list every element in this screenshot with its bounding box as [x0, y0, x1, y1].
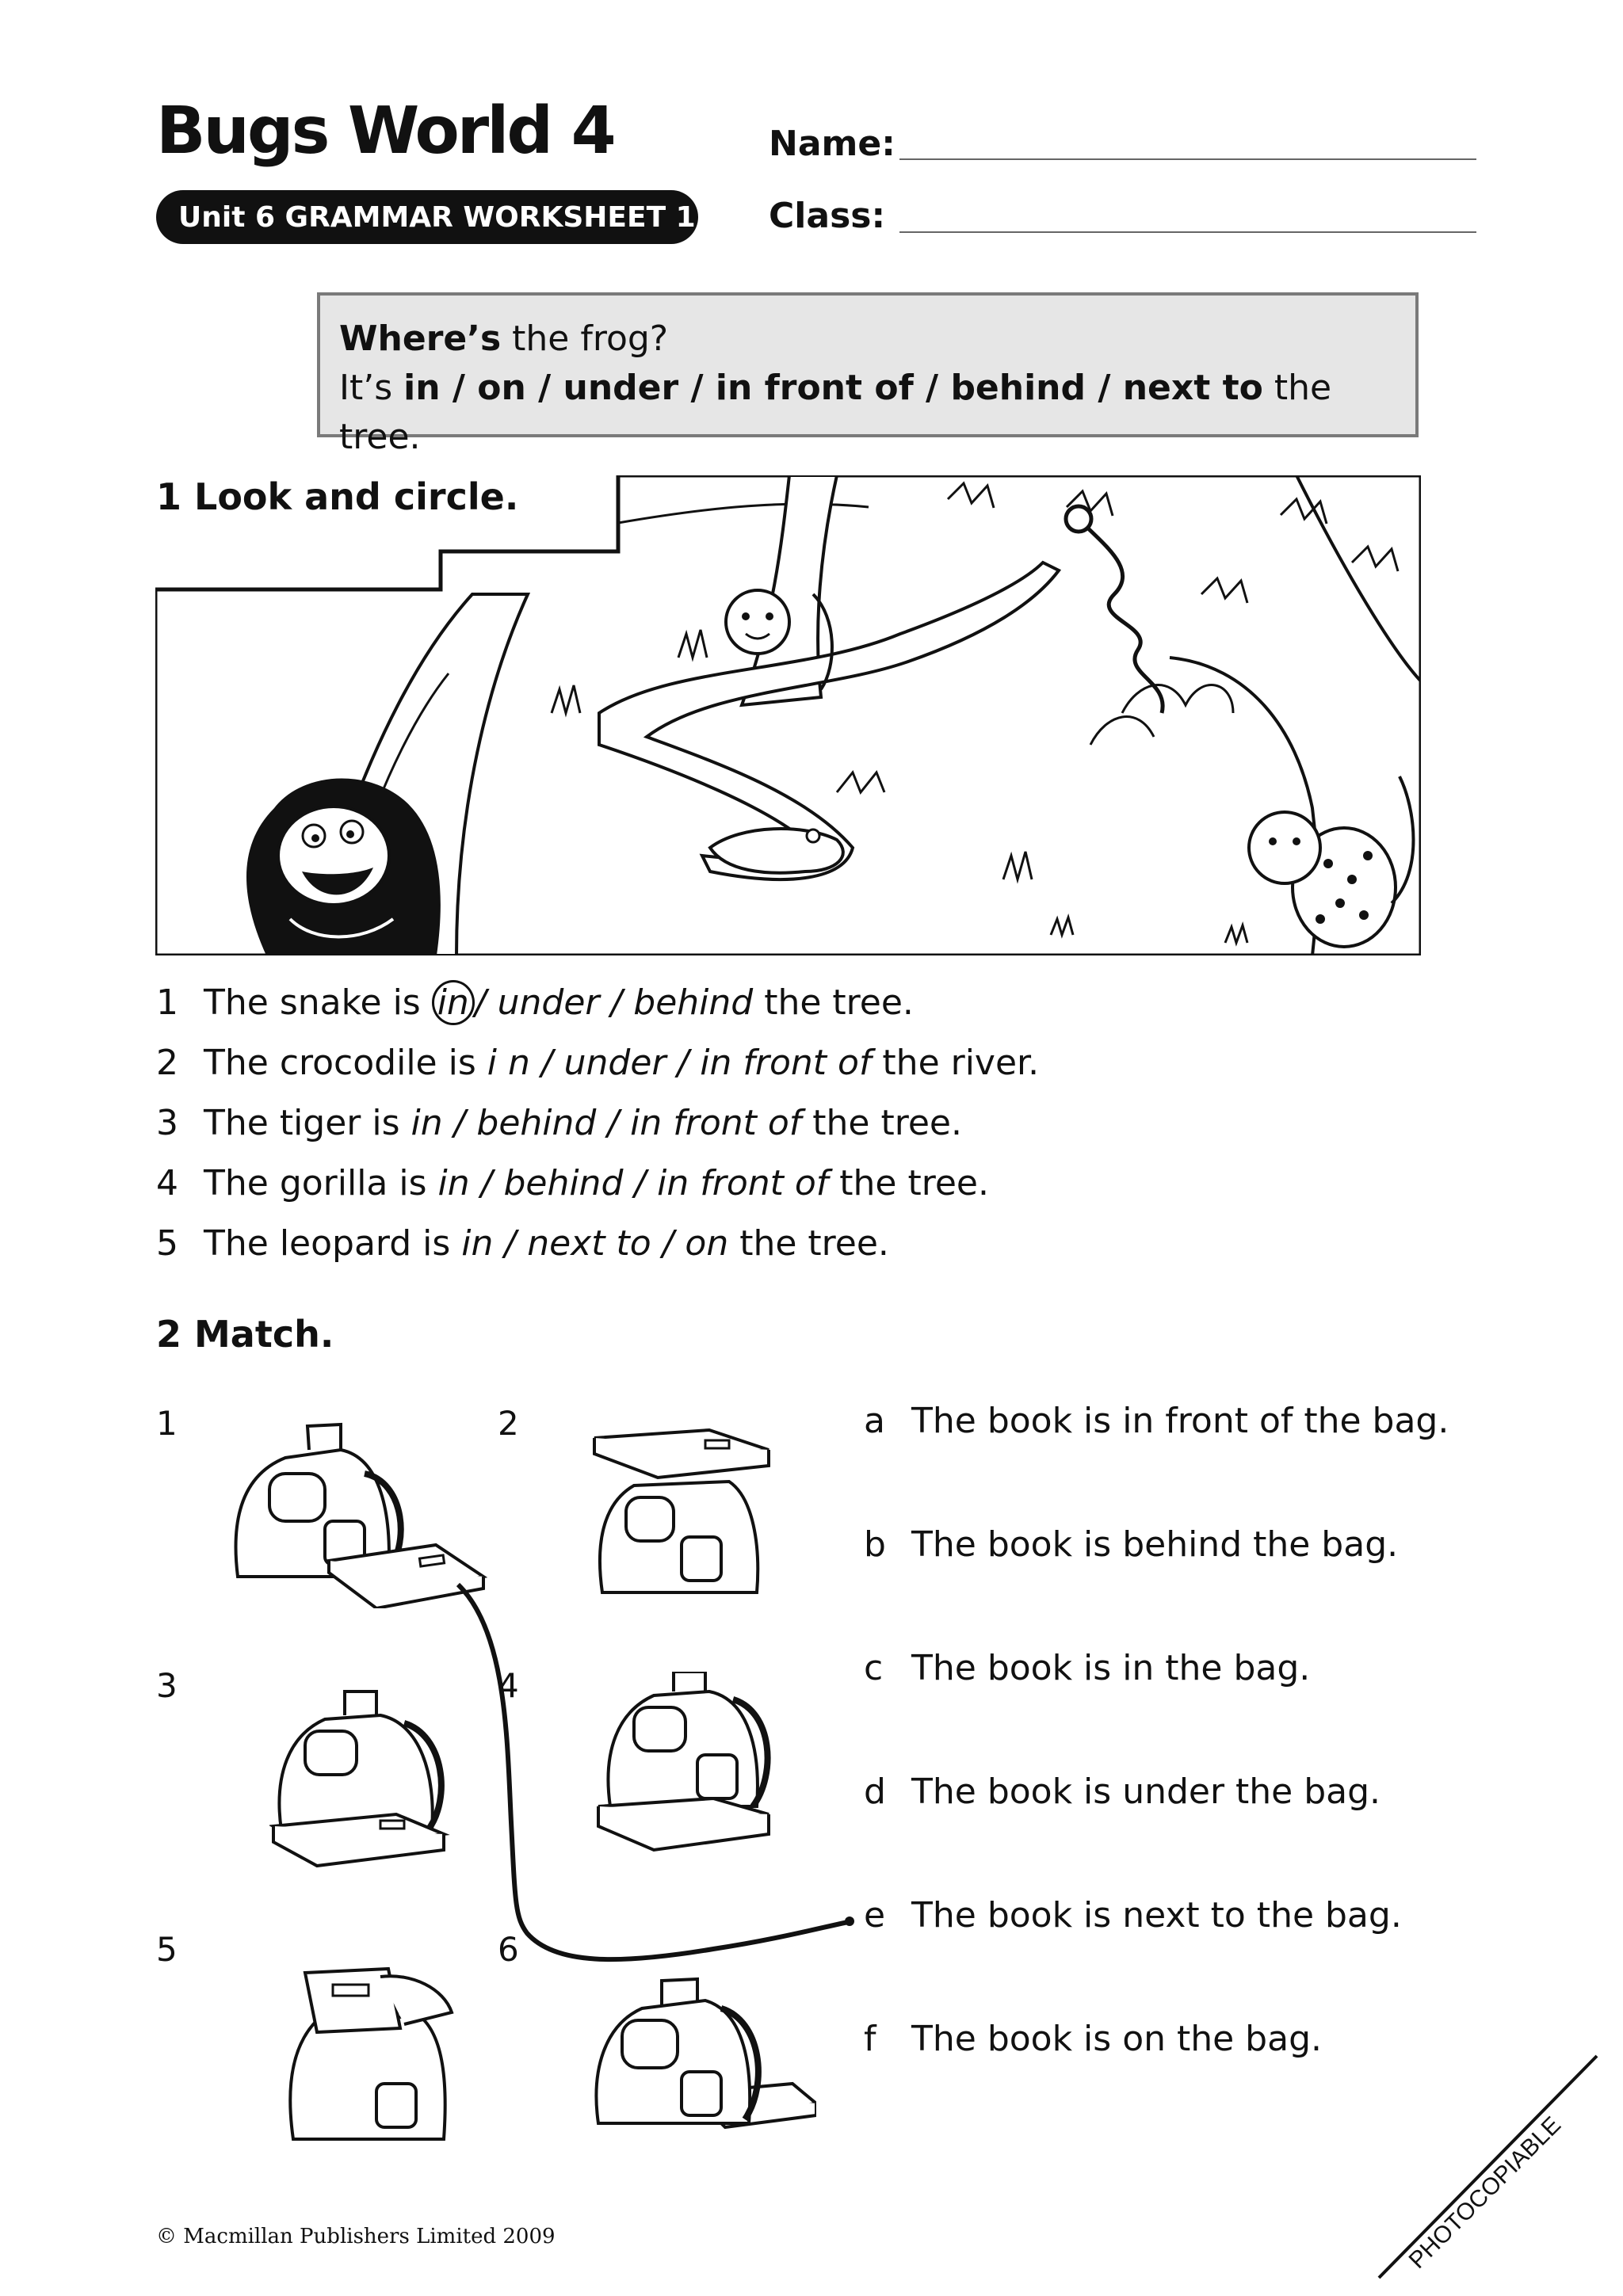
picture-number-1: 1 — [156, 1404, 178, 1443]
answer-c[interactable]: c The book is in the bag. — [864, 1648, 1311, 1688]
class-label: Class: — [769, 196, 886, 236]
question-4: 4 The gorilla is in / behind / in front of the tree. — [156, 1163, 989, 1203]
question-3: 3 The tiger is in / behind / in front of the tree. — [156, 1103, 962, 1143]
photocopiable-stamp — [1371, 2048, 1623, 2286]
question-options[interactable]: / under / behind — [474, 982, 754, 1023]
grammar-question: Where’s the frog? — [339, 318, 669, 359]
copyright-notice: © Macmillan Publishers Limited 2009 — [156, 2225, 556, 2248]
question-5: 5 The leopard is in / next to / on the tree. — [156, 1223, 889, 1264]
picture-number-4: 4 — [498, 1666, 519, 1705]
picture-number-3: 3 — [156, 1666, 178, 1705]
answer-b[interactable]: b The book is behind the bag. — [864, 1524, 1399, 1565]
answer-e[interactable]: e The book is next to the bag. — [864, 1895, 1402, 1936]
question-options[interactable]: in / behind / in front of — [437, 1163, 829, 1203]
name-label: Name: — [769, 124, 896, 164]
picture-number-2: 2 — [498, 1404, 519, 1443]
exercise1-heading: 1 Look and circle. — [156, 475, 519, 518]
picture-number-6: 6 — [498, 1930, 519, 1969]
worksheet-title: Bugs World 4 — [156, 93, 614, 169]
question-options[interactable]: in / next to / on — [461, 1223, 729, 1264]
answer-f[interactable]: f The book is on the bag. — [864, 2019, 1322, 2059]
picture-number-5: 5 — [156, 1930, 178, 1969]
answer-a[interactable]: a The book is in front of the bag. — [864, 1401, 1449, 1441]
question-2: 2 The crocodile is i n / under / in front of the river. — [156, 1043, 1040, 1083]
question-options[interactable]: i n / under / in front of — [487, 1043, 872, 1083]
answer-d[interactable]: d The book is under the bag. — [864, 1772, 1381, 1812]
grammar-answer: It’s in / on / under / in front of / behind / next to the tree. — [339, 368, 1332, 457]
photocopiable-label: PHOTOCOPIABLE — [1403, 2111, 1567, 2274]
exercise2-heading: 2 Match. — [156, 1313, 334, 1356]
circled-answer[interactable]: in — [432, 980, 475, 1025]
unit-badge: Unit 6 GRAMMAR WORKSHEET 1 — [156, 190, 698, 244]
question-options[interactable]: in / behind / in front of — [411, 1103, 802, 1143]
question-1: 1 The snake is in / under / behind the tree. — [156, 982, 914, 1023]
